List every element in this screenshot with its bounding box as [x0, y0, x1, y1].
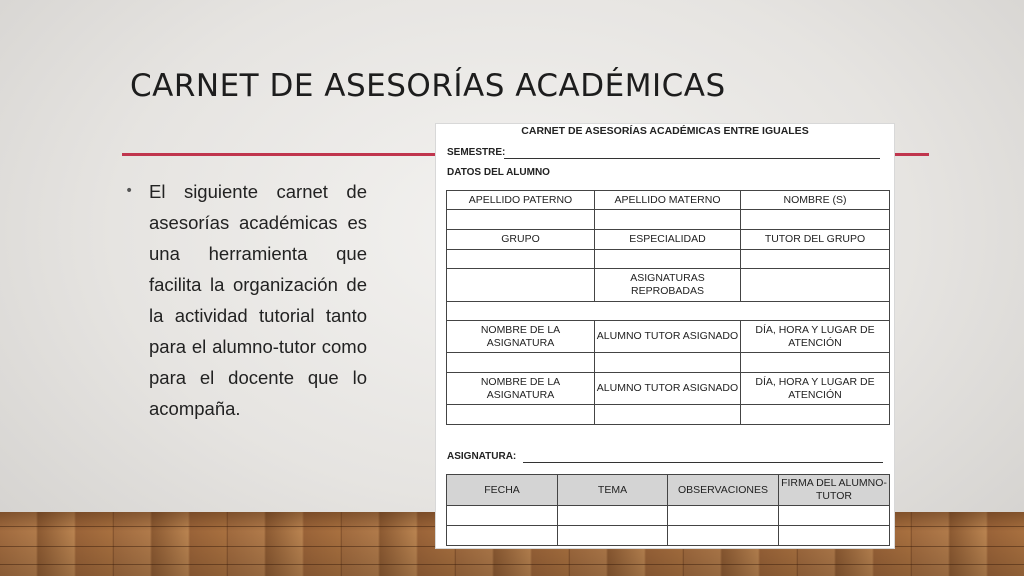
- header-nombre: NOMBRE (S): [741, 191, 890, 210]
- empty-cell: [595, 250, 741, 269]
- asignatura-label: ASIGNATURA:: [447, 451, 517, 462]
- header-grupo: GRUPO: [447, 230, 595, 250]
- empty-cell: [447, 302, 890, 321]
- datos-alumno-label: DATOS DEL ALUMNO: [447, 167, 550, 178]
- empty-cell: [558, 506, 668, 526]
- header-alumno-tutor: ALUMNO TUTOR ASIGNADO: [595, 321, 741, 353]
- bullet-text: El siguiente carnet de asesorías académicas es una herramienta que facilita la organización de la actividad tutorial tanto para el alumno-tutor como para el docente que lo acompaña.: [149, 181, 367, 419]
- header-firma-alumno-tutor: FIRMA DEL ALUMNO-TUTOR: [779, 475, 890, 506]
- empty-cell: [447, 353, 595, 373]
- empty-cell: [447, 210, 595, 230]
- empty-cell: [447, 526, 558, 546]
- empty-cell: [595, 210, 741, 230]
- asignatura-line: [523, 462, 883, 463]
- empty-cell: [779, 526, 890, 546]
- empty-cell: [447, 405, 595, 425]
- header-alumno-tutor: ALUMNO TUTOR ASIGNADO: [595, 373, 741, 405]
- header-nombre-asignatura: NOMBRE DE LA ASIGNATURA: [447, 373, 595, 405]
- empty-cell: [558, 526, 668, 546]
- empty-cell: [447, 269, 595, 302]
- empty-cell: [741, 353, 890, 373]
- empty-cell: [447, 506, 558, 526]
- student-data-table: [446, 190, 890, 425]
- header-observaciones: OBSERVACIONES: [668, 475, 779, 506]
- header-nombre-asignatura: NOMBRE DE LA ASIGNATURA: [447, 321, 595, 353]
- title-rule-left: [122, 153, 436, 156]
- header-tutor-grupo: TUTOR DEL GRUPO: [741, 230, 890, 250]
- semestre-line: [504, 158, 880, 159]
- form-title: CARNET DE ASESORÍAS ACADÉMICAS ENTRE IGUALES: [521, 125, 809, 137]
- header-asignaturas-reprobadas: ASIGNATURAS REPROBADAS: [595, 269, 741, 302]
- empty-cell: [595, 405, 741, 425]
- carnet-form-image: [436, 124, 894, 548]
- empty-cell: [447, 250, 595, 269]
- empty-cell: [668, 526, 779, 546]
- semestre-label: SEMESTRE:: [447, 147, 506, 158]
- header-dia-hora-lugar: DÍA, HORA Y LUGAR DE ATENCIÓN: [741, 321, 890, 353]
- slide-title: CARNET DE ASESORÍAS ACADÉMICAS: [130, 68, 726, 104]
- bullet-dot: •: [125, 183, 134, 199]
- empty-cell: [595, 353, 741, 373]
- empty-cell: [779, 506, 890, 526]
- empty-cell: [741, 269, 890, 302]
- empty-cell: [741, 405, 890, 425]
- header-tema: TEMA: [558, 475, 668, 506]
- session-log-table: [446, 474, 890, 546]
- header-apellido-materno: APELLIDO MATERNO: [595, 191, 741, 210]
- header-dia-hora-lugar: DÍA, HORA Y LUGAR DE ATENCIÓN: [741, 373, 890, 405]
- header-fecha: FECHA: [447, 475, 558, 506]
- empty-cell: [741, 250, 890, 269]
- header-apellido-paterno: APELLIDO PATERNO: [447, 191, 595, 210]
- title-rule-right: [894, 153, 929, 156]
- header-especialidad: ESPECIALIDAD: [595, 230, 741, 250]
- bullet-list: [125, 176, 367, 424]
- empty-cell: [741, 210, 890, 230]
- empty-cell: [668, 506, 779, 526]
